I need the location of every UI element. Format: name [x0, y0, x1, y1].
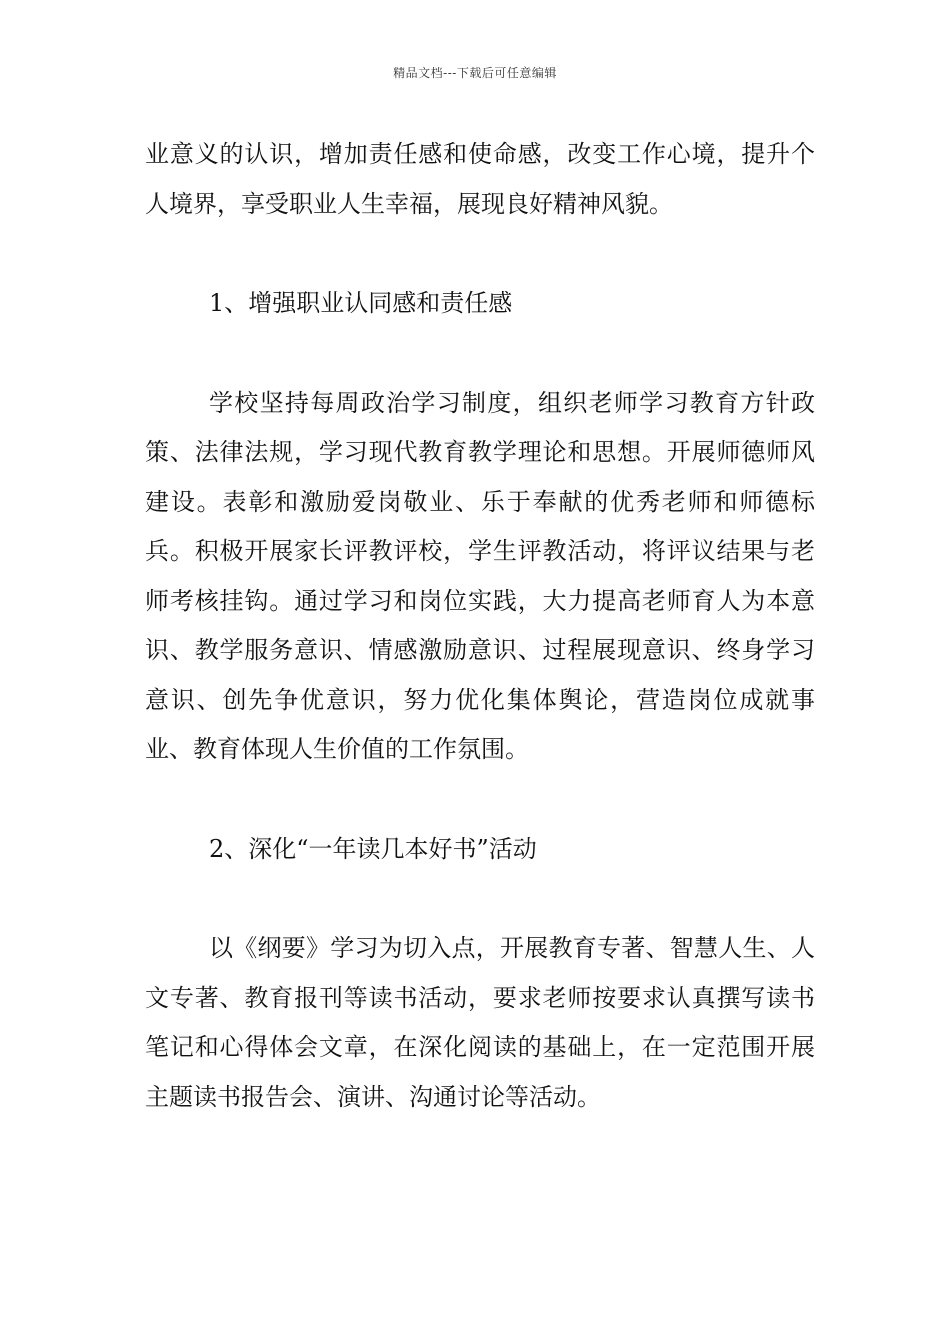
- section-heading-2: 2、深化“一年读几本好书”活动: [209, 834, 537, 863]
- paragraph-gap: [145, 229, 815, 279]
- paragraph-gap: [145, 329, 815, 379]
- section-heading-1: 1、增强职业认同感和责任感: [209, 289, 513, 317]
- paragraph-section-2: 以《纲要》学习为切入点，开展教育专著、智慧人生、人文专著、教育报刊等读书活动，要求老师按要求认真撰写读书笔记和心得体会文章，在深化阅读的基础上，在一定范围开展主题读书报告会、演讲、沟通讨论等活动。: [145, 934, 815, 1111]
- paragraph-section-1: 学校坚持每周政治学习制度，组织老师学习教育方针政策、法律法规，学习现代教育教学理论和思想。开展师德师风建设。表彰和激励爱岗敬业、乐于奉献的优秀老师和师德标兵。积极开展家长评教评校，学生评教活动，将评议结果与老师考核挂钩。通过学习和岗位实践，大力提高老师育人为本意识、教学服务意识、情感激励意识、过程展现意识、终身学习意识、创先争优意识，努力优化集体舆论，营造岗位成就事业、教育体现人生价值的工作氛围。: [145, 388, 815, 763]
- paragraph-gap: [145, 775, 815, 825]
- page-header: 精品文档---下载后可任意编辑: [393, 66, 557, 80]
- document-body: [145, 130, 815, 1122]
- paragraph-gap: [145, 874, 815, 924]
- paragraph-continued: 业意义的认识，增加责任感和使命感，改变工作心境，提升个人境界，享受职业人生幸福，展现良好精神风貌。: [145, 140, 815, 218]
